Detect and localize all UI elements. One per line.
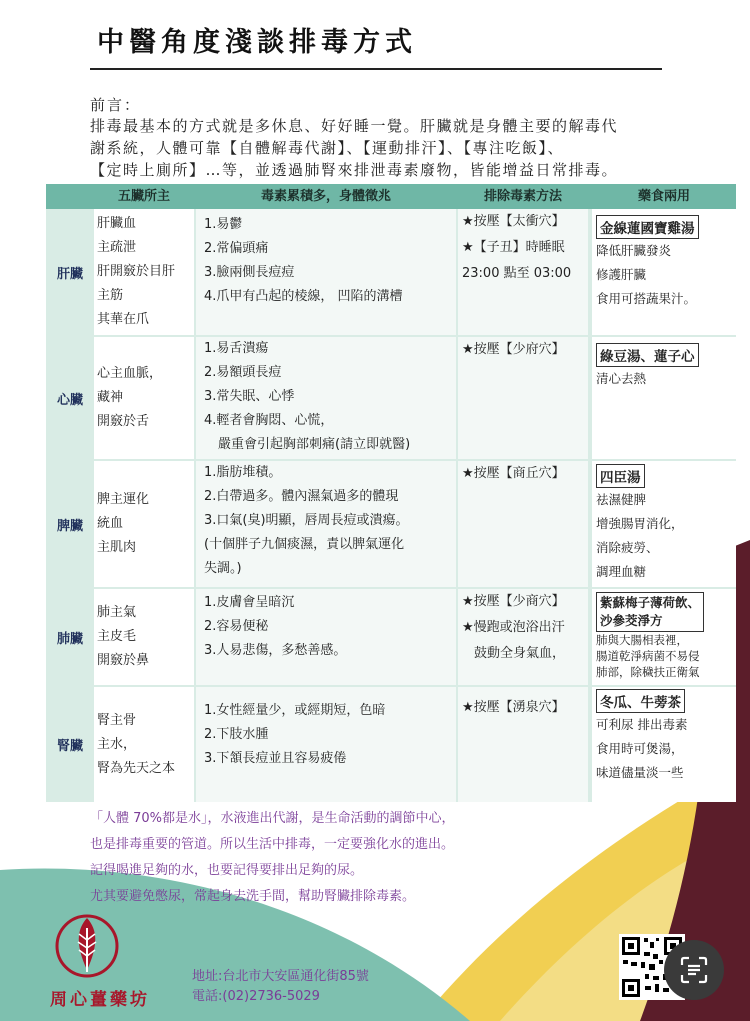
kidney-symptoms [196,687,456,802]
method-line: ★慢跑或泡浴出汗 [462,620,565,635]
intro-line: 排毒最基本的方式就是多休息、好好睡一覺。肝臟就是身體主要的解毒代 [90,117,619,135]
liver-functions [94,209,194,335]
recipe-desc-line: 降低肝臟發炎 [596,243,672,258]
wheat-leaf-logo-icon [52,910,122,982]
page-title: 中醫角度淺談排毒方式 [97,27,417,58]
water-note [90,806,455,910]
symptom-line: 3.常失眠、心悸 [204,389,295,404]
method-line: ★按壓【商丘穴】 [462,466,565,481]
function-line: 統血 [97,516,124,531]
recipe-desc-line: 食用時可煲湯， [596,741,684,756]
symptom-line: 3.下頷長痘並且容易疲倦 [204,751,347,766]
function-line: 其華在爪 [97,312,150,327]
function-line: 主水， [97,736,137,752]
water-note-line: 「人體 70%都是水」，水液進出代謝，是生命活動的調節中心， [90,811,455,826]
liver-food [592,209,736,335]
function-line: 主筋 [97,288,124,303]
title-divider [90,68,662,70]
recipe-desc-line: 祛濕健脾 [596,492,647,507]
header-symptoms: 毒素累積多，身體徵兆 [260,189,391,204]
recipe-name: 金線蓮國寶雞湯 [596,215,699,239]
symptom-line: 1.脂肪堆積。 [204,465,282,480]
symptom-line: 嚴重會引起胸部刺痛(請立即就醫) [218,437,411,452]
method-line: 23:00 點至 03:00 [462,266,572,281]
lung-symptoms [196,589,456,685]
recipe-desc-line: 消除疲勞、 [596,540,659,555]
liver-methods [458,209,588,335]
function-line: 開竅於鼻 [97,653,150,668]
water-note-line: 尤其要避免憋尿，常起身去洗手間，幫助腎臟排除毒素。 [90,889,416,904]
kidney-food [592,687,736,802]
organ-heart: 心臟 [56,392,83,408]
lung-functions [94,589,194,685]
function-line: 肝開竅於目肝 [97,264,176,279]
method-line: ★按壓【太衝穴】 [462,214,565,229]
table-header-row [46,184,736,209]
header-methods: 排除毒素方法 [483,189,562,204]
intro-line: 謝系統，人體可靠【自體解毒代謝】、【運動排汗】、【專注吃飯】、 [90,139,565,157]
recipe-desc-line: 清心去熱 [596,371,647,386]
function-line: 開竅於舌 [97,414,150,429]
spleen-functions [94,461,194,587]
text-scan-button[interactable] [664,940,724,1000]
recipe-desc [596,632,736,680]
symptom-line: 1.女性經量少，或經期短，色暗 [204,703,386,718]
function-line: 脾主運化 [97,492,150,507]
header-food-medicine: 藥食兩用 [637,189,690,204]
recipe-desc-line: 肺部，除穢扶正衛氣 [596,665,700,679]
function-line: 主皮毛 [97,629,137,644]
water-note-line: 記得喝進足夠的水，也要記得要排出足夠的尿。 [90,863,364,878]
recipe-desc [596,367,736,391]
function-line: 主肌肉 [97,540,137,555]
liver-symptoms [196,209,456,335]
recipe-desc-line: 味道儘量淡一些 [596,765,684,780]
lung-methods [458,589,588,685]
contact-info [192,967,369,1007]
kidney-methods [458,687,588,802]
heart-functions [94,337,194,459]
header-organ-function: 五臟所主 [117,189,170,204]
method-line: ★按壓【湧泉穴】 [462,700,565,715]
brand-logo-text: 周心薑藥坊 [50,990,150,1010]
method-line: 鼓動全身氣血， [474,646,566,661]
recipe-name: 紫蘇梅子薄荷飲、 沙參茭淨方 [596,592,704,632]
organ-kidney: 腎臟 [56,739,83,754]
function-line: 藏神 [97,390,124,405]
recipe-desc [596,239,736,311]
organ-spleen: 脾臟 [56,518,83,534]
symptom-line: 4.爪甲有凸起的棱線， 凹陷的溝槽 [204,289,403,304]
address-text: 地址:台北市大安區通化街85號 [192,969,369,984]
symptom-line: 3.口氣(臭)明顯，唇周長痘或潰瘍。 [204,513,409,528]
symptom-line: 1.皮膚會呈暗沉 [204,595,295,610]
function-line: 腎主骨 [97,712,137,728]
recipe-desc-line: 增強腸胃消化， [596,516,684,531]
recipe-name: 冬瓜、牛蒡茶 [596,689,685,713]
symptom-line: 2.容易便秘 [204,619,269,634]
organ-lung: 肺臟 [56,631,83,647]
symptom-line: 4.輕者會胸悶、心慌， [204,413,334,428]
heart-food [592,337,736,459]
intro-paragraph [90,115,665,181]
recipe-desc-line: 調理血糖 [596,564,647,579]
spleen-methods [458,461,588,587]
recipe-desc [596,488,736,584]
intro-line: 【定時上廁所】…等，並透過肺腎來排泄毒素廢物，皆能增益日常排毒。 [90,161,619,179]
detox-table [46,184,736,802]
organ-liver: 肝臟 [56,266,83,282]
heart-symptoms [196,337,456,459]
symptom-line: 2.常偏頭痛 [204,241,269,256]
method-line: ★按壓【少府穴】 [462,342,565,357]
method-line: ★【子丑】時睡眠 [462,240,565,255]
method-line: ★按壓【少商穴】 [462,594,565,609]
recipe-name: 四臣湯 [596,464,645,488]
recipe-desc-line: 可利尿 排出毒素 [596,717,688,732]
function-line: 主疏泄 [97,240,137,255]
symptom-line: 3.臉兩側長痘痘 [204,265,295,280]
symptom-line: 3.人易悲傷，多愁善感。 [204,643,347,658]
heart-methods [458,337,588,459]
symptom-line: 2.易額頭長痘 [204,365,282,380]
function-line: 肺主氣 [97,605,137,620]
symptom-line: 2.下肢水腫 [204,727,269,742]
function-line: 腎為先天之本 [97,760,176,776]
symptom-line: 2.白帶過多。體內濕氣過多的體現 [204,489,399,504]
water-note-line: 也是排毒重要的管道。所以生活中排毒，一定要強化水的進出。 [90,837,455,852]
recipe-desc-line: 腸道乾淨病菌不易侵 [596,649,700,663]
spleen-symptoms [196,461,456,587]
function-line: 肝臟血 [97,216,137,231]
spleen-food [592,461,736,587]
symptom-line: 1.易舌潰瘍 [204,341,269,356]
phone-text: 電話:(02)2736-5029 [192,989,320,1004]
kidney-functions [94,687,194,802]
function-line: 心主血脈， [97,366,163,381]
lung-food [592,589,736,685]
intro-heading: 前言： [90,96,142,114]
recipe-desc-line: 食用可搭蔬果汁。 [596,291,697,306]
recipe-desc [596,713,736,785]
symptom-line: 1.易鬱 [204,217,243,232]
recipe-name: 綠豆湯、蓮子心 [596,343,699,367]
text-scan-icon [679,955,709,985]
symptom-line: 失調。) [204,561,242,576]
recipe-desc-line: 肺與大腸相表裡， [596,633,688,647]
recipe-desc-line: 修護肝臟 [596,267,647,282]
symptom-line: (十個胖子九個痰濕，責以脾氣運化 [204,537,405,552]
